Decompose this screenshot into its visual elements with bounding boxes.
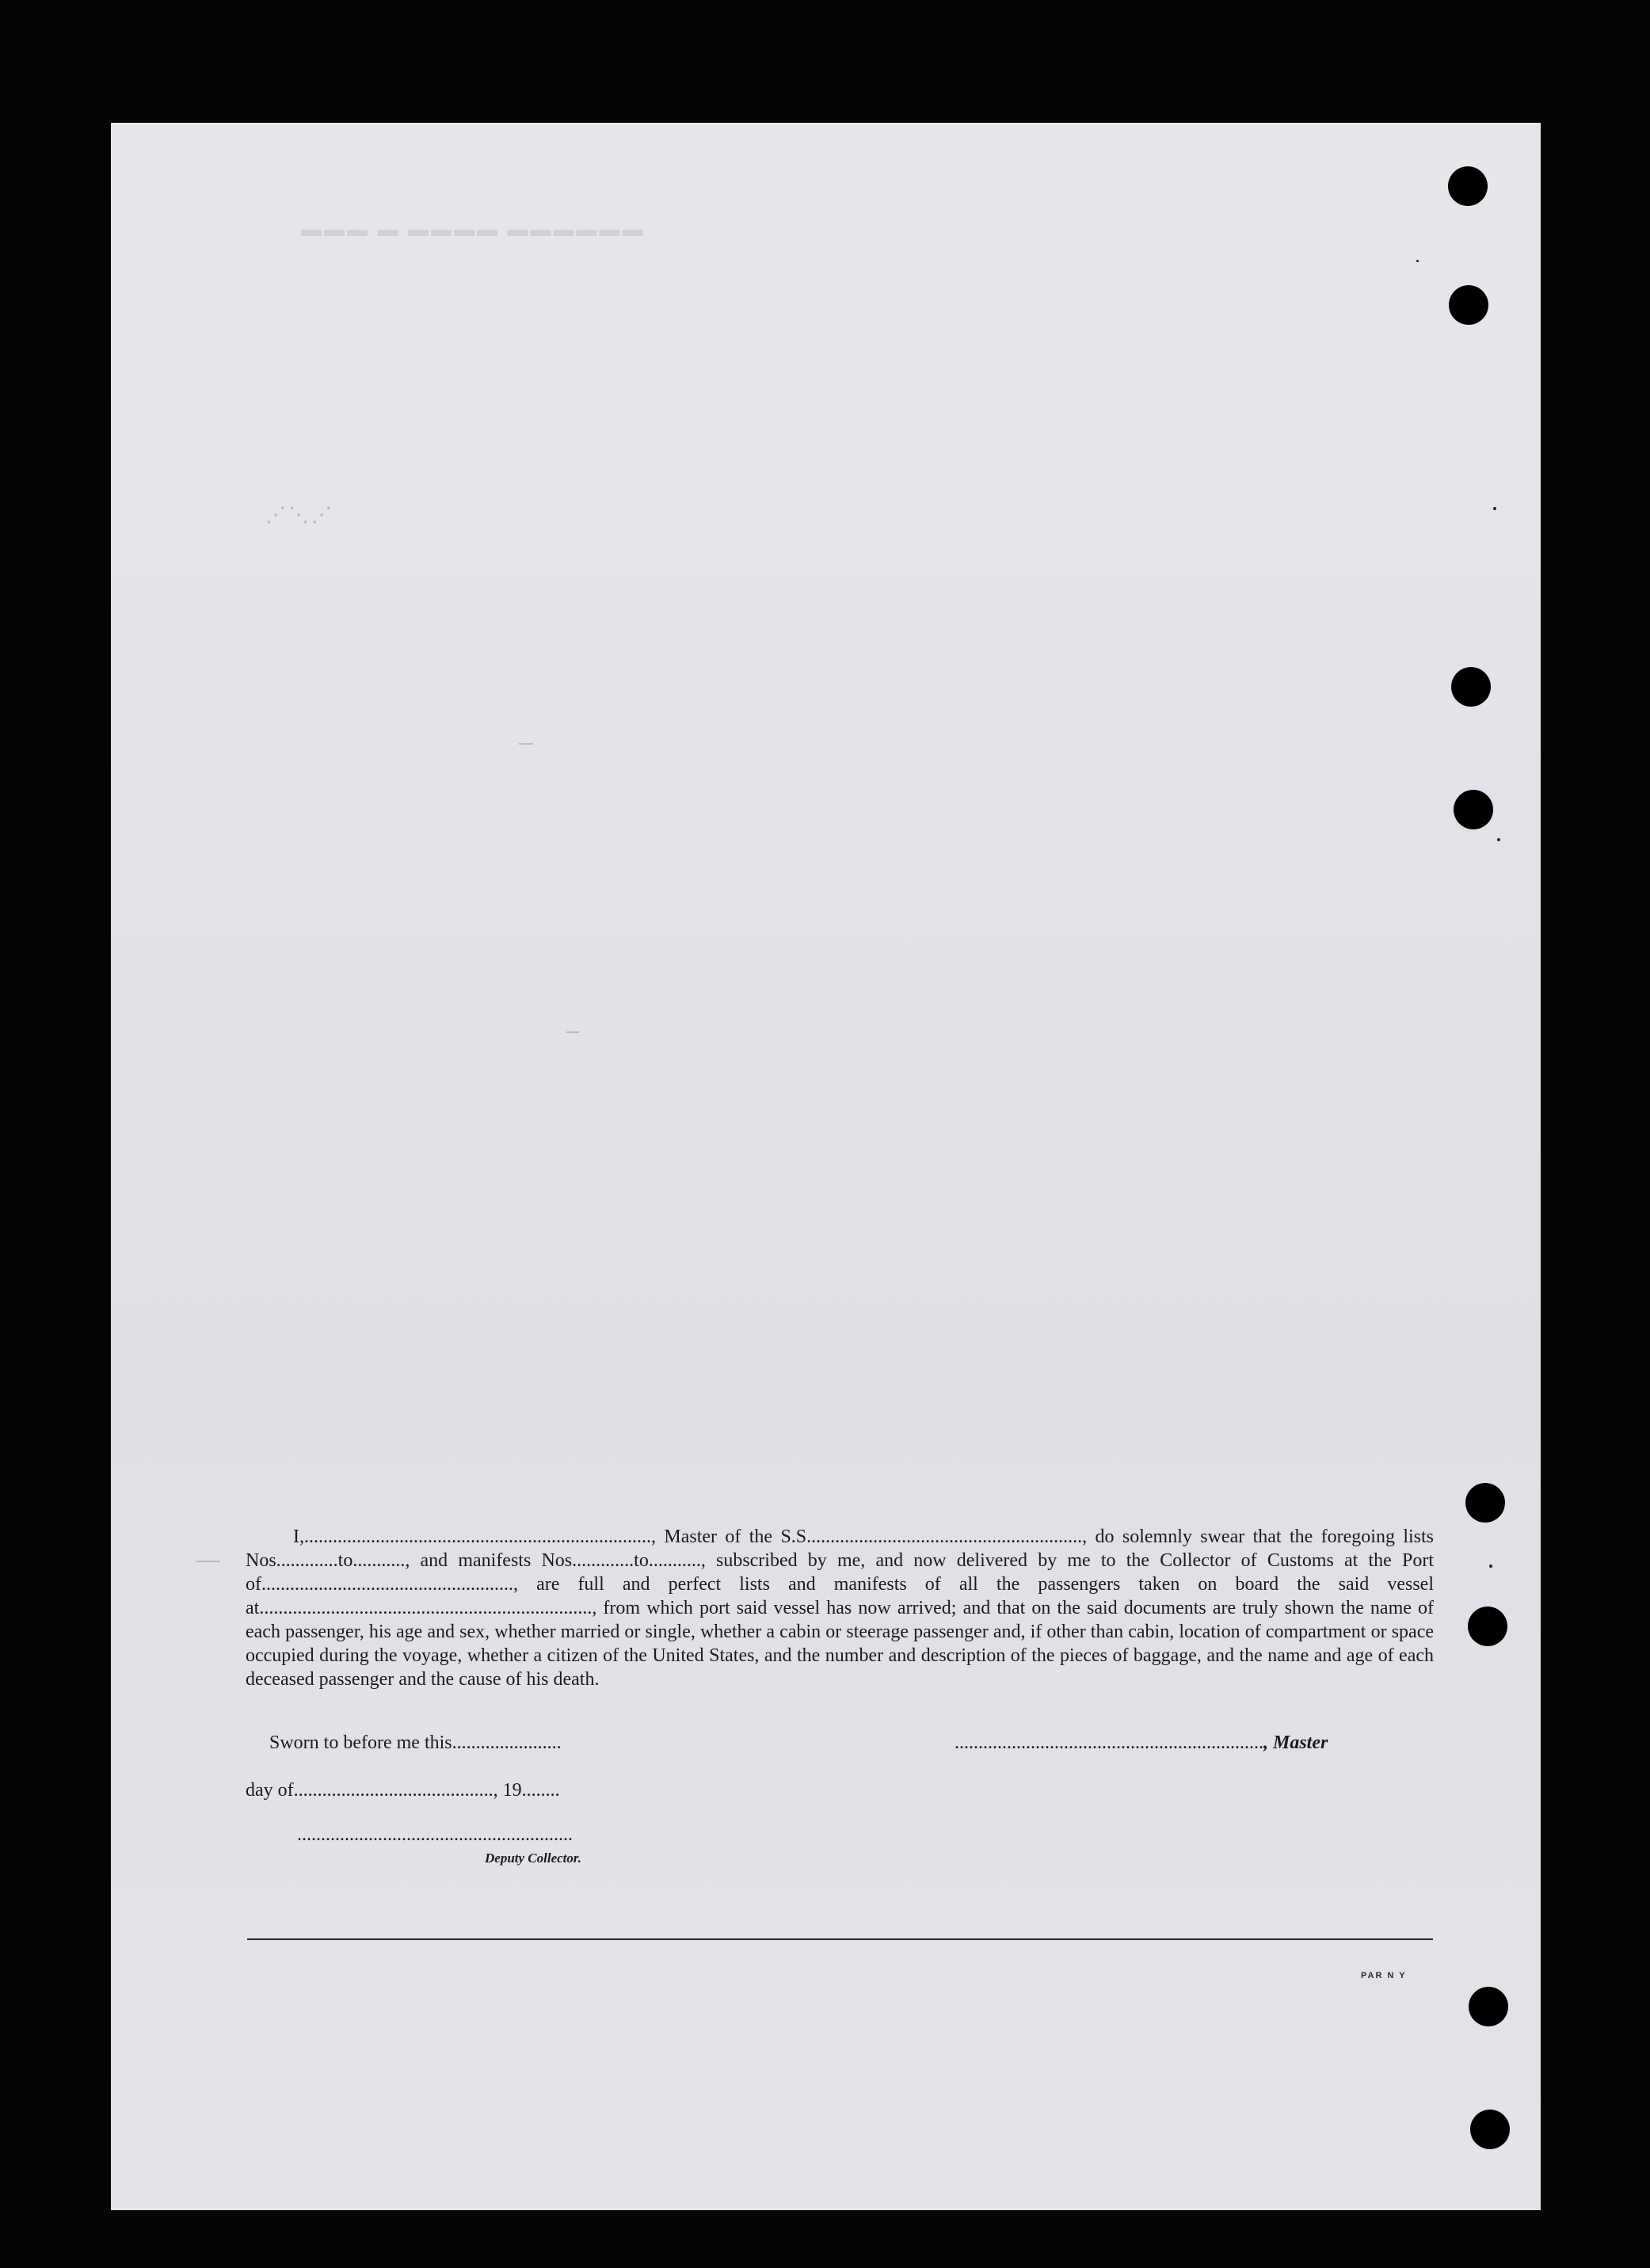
- oath-paragraph: [246, 1525, 1434, 1691]
- printer-mark: PAR N Y: [1361, 1971, 1407, 1980]
- punch-hole: [1449, 285, 1488, 325]
- speck: [1493, 507, 1496, 510]
- bleed-through-text: ⋰⋱⋰: [265, 503, 334, 526]
- deputy-collector-label: Deputy Collector.: [485, 1851, 581, 1866]
- oath-text: I,........................................................................., Master of the S.S.........................................................., do solemnly swear that the foregoing lists Nos.............to..........., and manifests Nos.............to..........., subscribed by me, and now delivered by me to the Collector of Customs at the Port of....................................................., are full and perfect lists and manifests of all the passengers taken on board the said vessel at......................................................................, from which port said vessel has now arrived; and that on the said documents are truly shown the name of each passenger, his age and sex, whether married or single, whether a cabin or steerage passenger and, if other than cabin, location of compartment or space occupied during the voyage, whether a citizen of the United States, and the number and description of the pieces of baggage, and the name and age of each deceased passenger and the cause of his death.: [246, 1527, 1434, 1690]
- punch-hole: [1451, 667, 1491, 707]
- master-dots: .................................................................: [955, 1732, 1263, 1753]
- bottom-rule: [247, 1938, 1433, 1940]
- deputy-signature-line: [297, 1824, 573, 1846]
- bleed-through-mark: [519, 743, 533, 745]
- sworn-text: Sworn to before me this.......................: [269, 1732, 562, 1753]
- bleed-through-mark: [566, 1031, 579, 1033]
- bleed-through-mark: [196, 1561, 220, 1562]
- sworn-line: [269, 1732, 562, 1754]
- day-line: [246, 1780, 560, 1801]
- punch-hole: [1469, 1987, 1508, 2026]
- speck: [1416, 260, 1419, 262]
- speck: [1489, 1565, 1492, 1568]
- bleed-through-text: ▬▬▬ ▬ ▬▬▬▬ ▬▬▬▬▬▬: [301, 218, 646, 241]
- document-page: [111, 123, 1541, 2210]
- punch-hole: [1454, 790, 1493, 829]
- master-label: , Master: [1263, 1732, 1328, 1753]
- master-signature-line: [955, 1732, 1328, 1754]
- punch-hole: [1448, 166, 1488, 206]
- punch-hole: [1470, 2110, 1510, 2149]
- day-text: day of.........................................., 19........: [246, 1780, 560, 1801]
- deputy-dots: ..........................................................: [297, 1824, 573, 1845]
- punch-hole: [1468, 1607, 1507, 1646]
- speck: [1497, 838, 1500, 841]
- punch-hole: [1465, 1483, 1505, 1523]
